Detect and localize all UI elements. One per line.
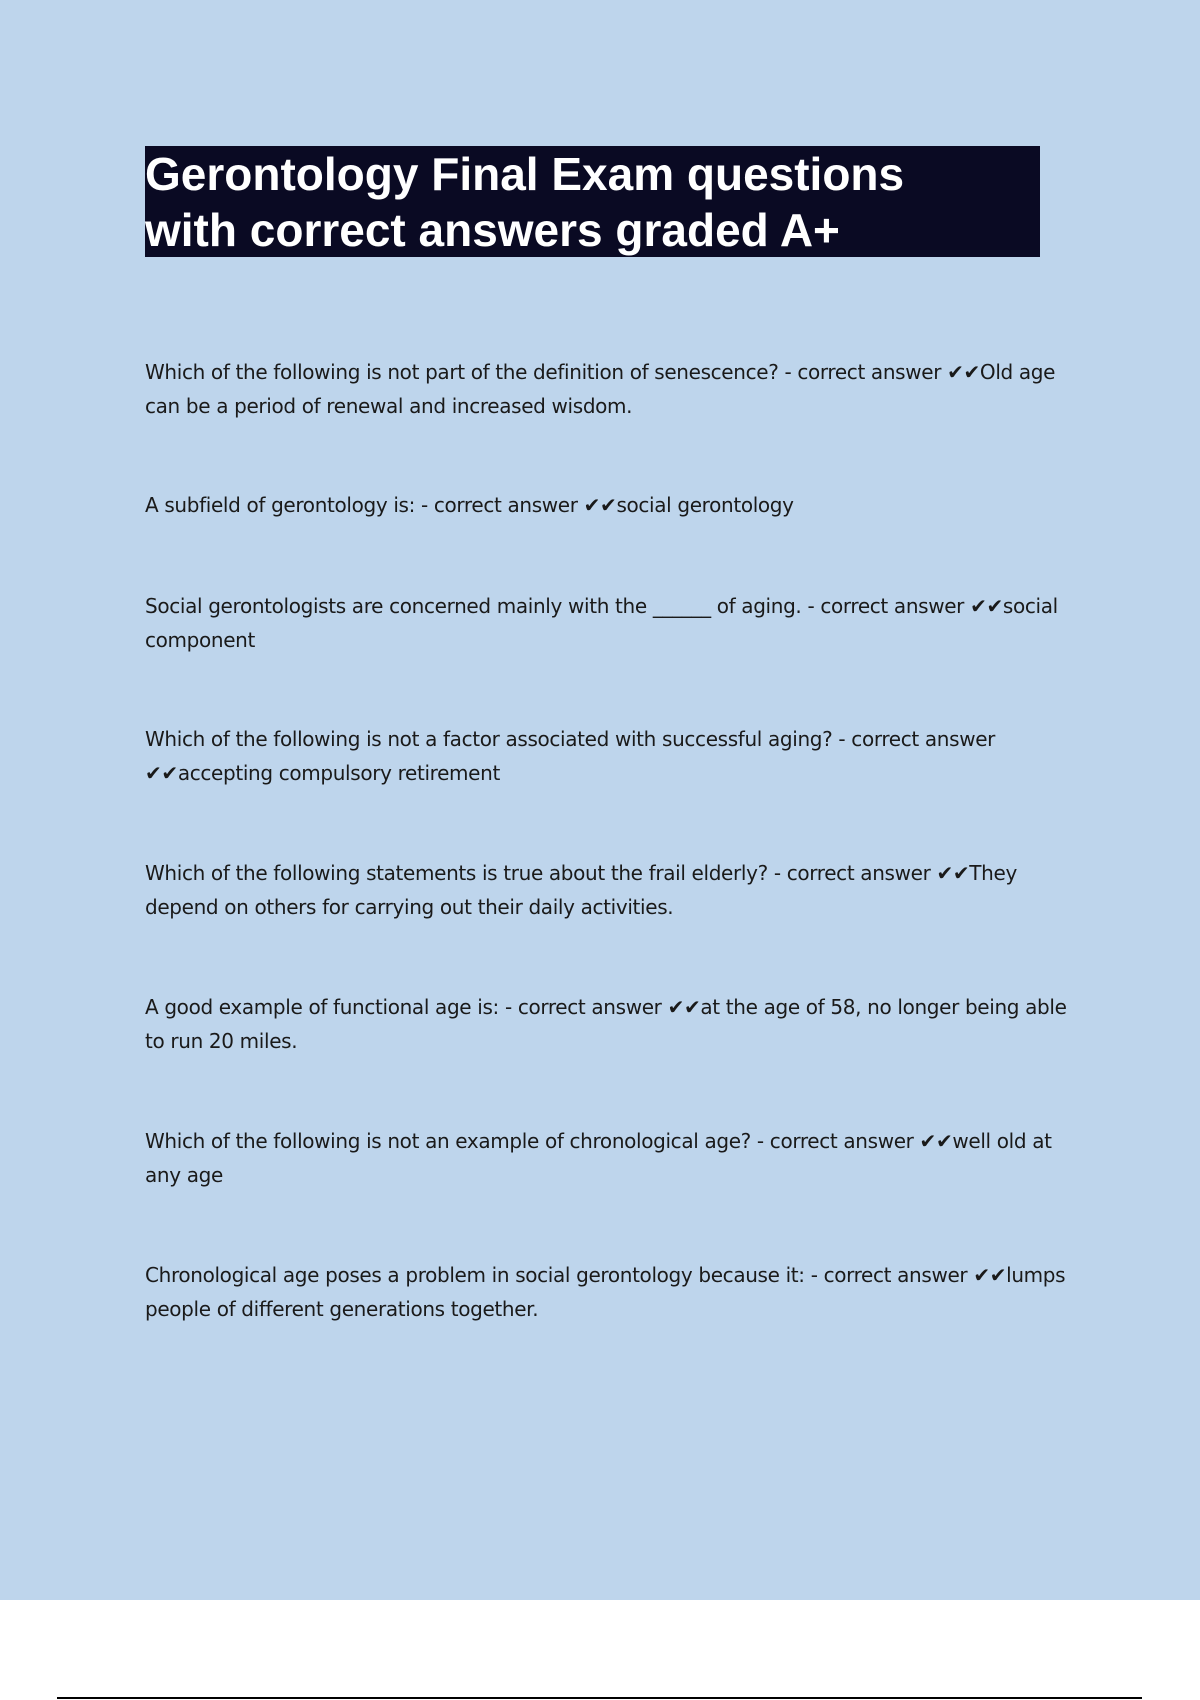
answer-separator: - correct answer (750, 1129, 920, 1153)
qa-item-1 (145, 355, 1085, 423)
answer-text: well old at any age (145, 1129, 1052, 1187)
document-title (145, 146, 1040, 257)
qa-item-5 (145, 856, 1085, 924)
question-text: Which of the following statements is true about the frail elderly? (145, 861, 768, 885)
question-text: A good example of functional age is: (145, 995, 499, 1019)
check-mark-icon: ✔✔ (973, 1263, 1007, 1287)
check-mark-icon: ✔✔ (947, 360, 980, 384)
answer-text: at the age of 58, no longer being able to run 20 miles. (145, 995, 1067, 1053)
answer-text: social component (145, 594, 1058, 652)
qa-item-6 (145, 990, 1085, 1058)
answer-separator: - correct answer (804, 1263, 974, 1287)
document-title-line-2: with correct answers graded A+ (145, 204, 840, 256)
question-text: Which of the following is not part of the definition of senescence? (145, 360, 779, 384)
answer-separator: - correct answer (778, 360, 948, 384)
answer-text: Old age can be a period of renewal and increased wisdom. (145, 360, 1056, 418)
check-mark-icon: ✔✔ (583, 493, 617, 517)
check-mark-icon: ✔✔ (919, 1129, 953, 1153)
qa-item-3 (145, 589, 1085, 657)
answer-separator: - correct answer (767, 861, 937, 885)
answer-text: accepting compulsory retirement (177, 761, 500, 785)
qa-item-2 (145, 488, 1085, 522)
answer-separator: - correct answer (498, 995, 668, 1019)
check-mark-icon: ✔✔ (145, 761, 178, 785)
question-text: A subfield of gerontology is: (145, 493, 415, 517)
answer-separator: - correct answer (801, 594, 971, 618)
question-text: Chronological age poses a problem in social gerontology because it: (145, 1263, 805, 1287)
qa-item-4 (145, 722, 1085, 790)
footer-rule (57, 1697, 1142, 1699)
answer-text: lumps people of different generations together. (145, 1263, 1066, 1321)
question-text: Which of the following is not a factor associated with successful aging? (145, 727, 833, 751)
answer-separator: - correct answer (832, 727, 996, 751)
check-mark-icon: ✔✔ (667, 995, 701, 1019)
answer-separator: - correct answer (415, 493, 584, 517)
answer-text: They depend on others for carrying out their daily activities. (145, 861, 1017, 919)
question-text: Social gerontologists are concerned mainly with the ______ of aging. (145, 594, 802, 618)
question-text: Which of the following is not an example of chronological age? (145, 1129, 751, 1153)
check-mark-icon: ✔✔ (970, 594, 1003, 618)
check-mark-icon: ✔✔ (936, 861, 970, 885)
document-title-line-1: Gerontology Final Exam questions (145, 148, 905, 200)
answer-text: social gerontology (616, 493, 794, 517)
qa-item-7 (145, 1124, 1085, 1192)
qa-item-8 (145, 1258, 1085, 1326)
